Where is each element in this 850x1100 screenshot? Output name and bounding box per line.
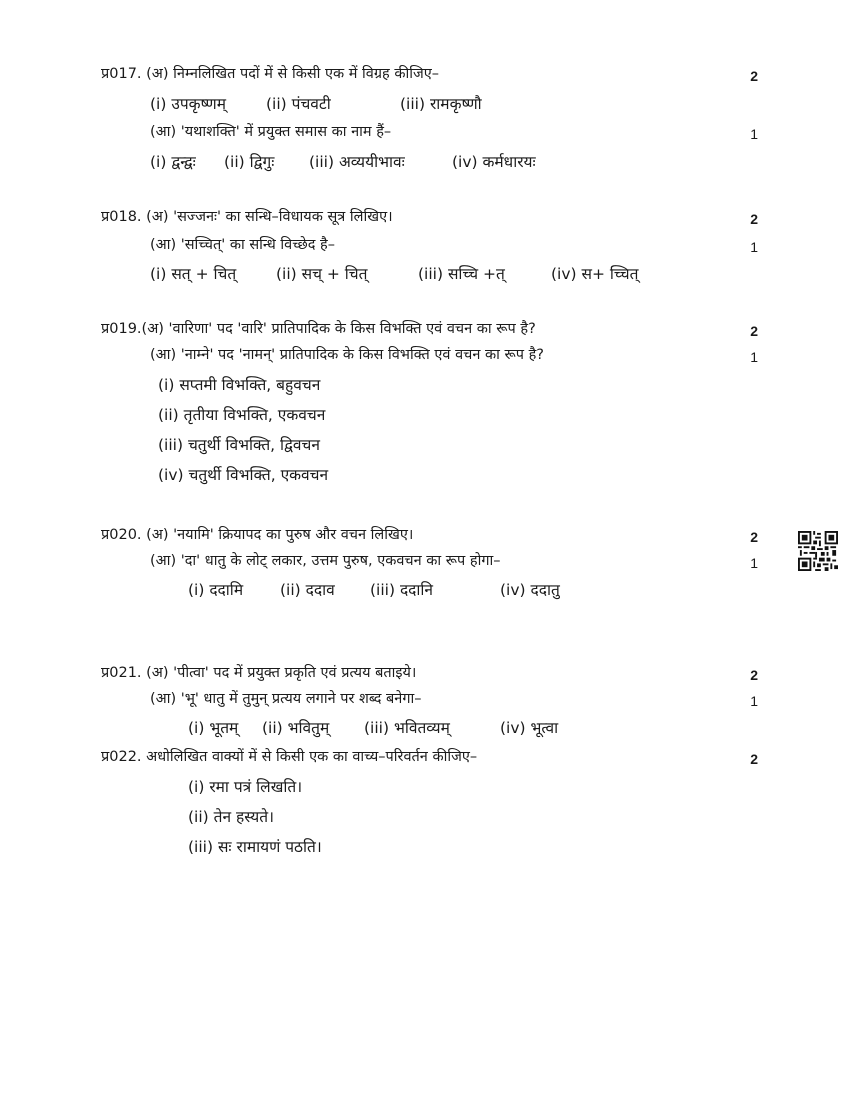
q21b-option-2: (ii) भवितुम् [262, 719, 330, 737]
q17-marks-b: 1 [750, 126, 758, 142]
q21-marks-a: 2 [750, 667, 758, 683]
q21b-option-1: (i) भूतम् [188, 719, 239, 737]
q20b-option-4: (iv) ददातु [500, 581, 560, 599]
q17-option-2: (ii) पंचवटी [266, 95, 331, 113]
q19b-option-2: (ii) तृतीया विभक्ति, एकवचन [158, 406, 326, 424]
q22-heading: प्र022. अधोलिखित वाक्यों में से किसी एक का वाच्य–परिवर्तन कीजिए– [101, 749, 478, 765]
q22-sentence-1: (i) रमा पत्रं लिखति। [188, 778, 303, 796]
q17b-option-1: (i) द्वन्द्वः [150, 153, 196, 171]
q17-part-a: प्र017. (अ) निम्नलिखित पदों में से किसी एक में विग्रह कीजिए– [101, 66, 440, 82]
q18-marks-b: 1 [750, 239, 758, 255]
q19-marks-a: 2 [750, 323, 758, 339]
q19b-option-1: (i) सप्तमी विभक्ति, बहुवचन [158, 376, 321, 394]
q18-part-a: प्र018. (अ) 'सज्जनः' का सन्धि–विधायक सूत्र लिखिए। [101, 209, 393, 225]
q21b-option-3: (iii) भवितव्यम् [364, 719, 450, 737]
q18b-option-4: (iv) स+ च्चित् [551, 265, 639, 283]
q20b-option-1: (i) ददामि [188, 581, 244, 599]
q18-part-b: (आ) 'सच्चित्' का सन्धि विच्छेद है– [150, 237, 335, 253]
q17-marks-a: 2 [750, 68, 758, 84]
q17-option-3: (iii) रामकृष्णौ [400, 95, 482, 113]
q18b-option-1: (i) सत् + चित् [150, 265, 237, 283]
q21b-option-4: (iv) भूत्वा [500, 719, 559, 737]
q19-part-b: (आ) 'नाम्ने' पद 'नामन्' प्रातिपादिक के किस विभक्ति एवं वचन का रूप है? [150, 347, 545, 363]
q17-option-1: (i) उपकृष्णम् [150, 95, 226, 113]
q21-part-b: (आ) 'भू' धातु में तुमुन् प्रत्यय लगाने पर शब्द बनेगा– [150, 691, 422, 707]
q17b-option-2: (ii) द्विगुः [224, 153, 275, 171]
q22-sentence-2: (ii) तेन हस्यते। [188, 808, 274, 826]
q20b-option-3: (iii) ददानि [370, 581, 434, 599]
q18-marks-a: 2 [750, 211, 758, 227]
q20-part-b: (आ) 'दा' धातु के लोट् लकार, उत्तम पुरुष, एकवचन का रूप होगा– [150, 553, 501, 569]
q17b-option-3: (iii) अव्ययीभावः [309, 153, 405, 171]
q17b-option-4: (iv) कर्मधारयः [452, 153, 536, 171]
q21-part-a: प्र021. (अ) 'पीत्वा' पद में प्रयुक्त प्रकृति एवं प्रत्यय बताइये। [101, 665, 417, 681]
q20-marks-a: 2 [750, 529, 758, 545]
q20b-option-2: (ii) ददाव [280, 581, 335, 599]
q18b-option-3: (iii) सच्चि +त् [418, 265, 505, 283]
q19b-option-4: (iv) चतुर्थी विभक्ति, एकवचन [158, 466, 329, 484]
qr-code-image [798, 531, 838, 571]
q18b-option-2: (ii) सच् + चित् [276, 265, 368, 283]
q22-sentence-3: (iii) सः रामायणं पठति। [188, 838, 322, 856]
q21-marks-b: 1 [750, 693, 758, 709]
q19-part-a: प्र019.(अ) 'वारिणा' पद 'वारि' प्रातिपादिक के किस विभक्ति एवं वचन का रूप है? [101, 321, 536, 337]
q20-marks-b: 1 [750, 555, 758, 571]
q19b-option-3: (iii) चतुर्थी विभक्ति, द्विवचन [158, 436, 320, 454]
q19-marks-b: 1 [750, 349, 758, 365]
q20-part-a: प्र020. (अ) 'नयामि' क्रियापद का पुरुष और वचन लिखिए। [101, 527, 414, 543]
q17-part-b: (आ) 'यथाशक्ति' में प्रयुक्त समास का नाम हैं– [150, 124, 392, 140]
q22-marks: 2 [750, 751, 758, 767]
